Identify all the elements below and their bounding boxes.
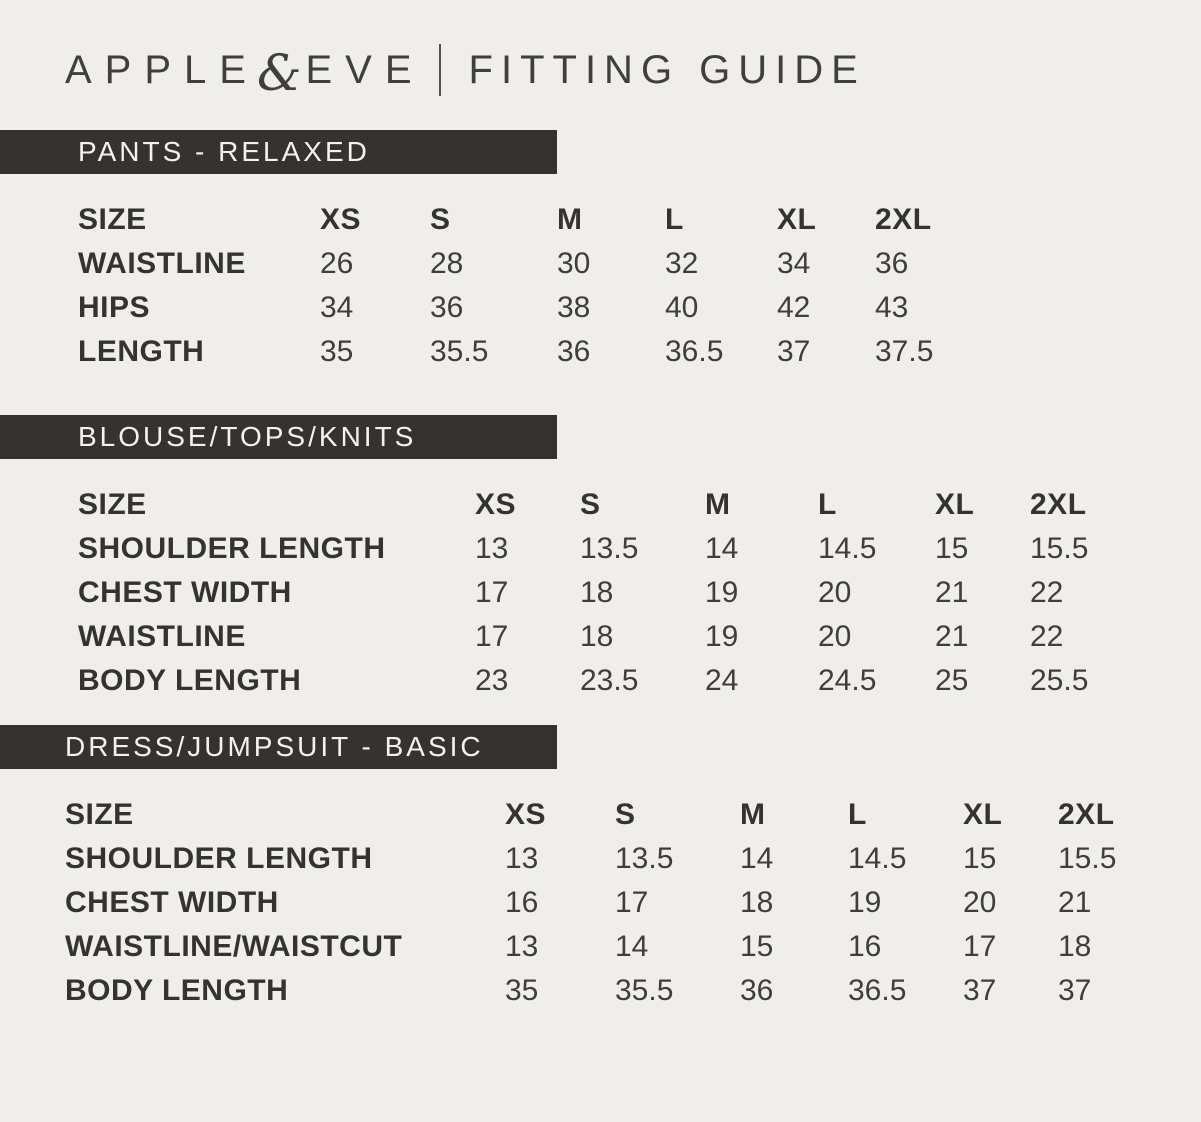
- measurement-value: 15: [935, 532, 969, 565]
- measurement-value: 19: [705, 620, 739, 653]
- measurement-value: 14: [705, 532, 739, 565]
- measurement-label: SHOULDER LENGTH: [78, 532, 386, 565]
- measurement-value: 18: [580, 620, 614, 653]
- section-blouse-tops-knits: [0, 415, 1201, 703]
- measurement-value: 13: [505, 842, 539, 875]
- measurement-value: 18: [740, 886, 774, 919]
- measurement-value: 17: [475, 620, 509, 653]
- measurement-row: [78, 527, 1150, 571]
- section-banner-label: BLOUSE/TOPS/KNITS: [78, 421, 417, 452]
- measurement-value: 13: [475, 532, 509, 565]
- measurement-value: 35: [320, 335, 354, 368]
- page-title: FITTING GUIDE: [468, 47, 866, 92]
- measurement-value: 15: [740, 930, 774, 963]
- measurement-value: 21: [1058, 886, 1092, 919]
- measurement-value: 35.5: [615, 974, 674, 1007]
- measurement-value: 13.5: [580, 532, 639, 565]
- measurement-row: [78, 330, 995, 374]
- size-column-header: L: [818, 488, 837, 521]
- measurement-value: 37: [963, 974, 997, 1007]
- size-column-header: 2XL: [875, 203, 932, 236]
- measurement-value: 37: [1058, 974, 1092, 1007]
- measurement-value: 19: [705, 576, 739, 609]
- measurement-value: 17: [475, 576, 509, 609]
- measurement-row: [65, 881, 1178, 925]
- measurement-row: [65, 969, 1178, 1013]
- size-column-header: 2XL: [1058, 798, 1115, 831]
- measurement-row: [78, 242, 995, 286]
- measurement-value: 22: [1030, 620, 1064, 653]
- measurement-value: 34: [320, 291, 354, 324]
- measurement-label: WAISTLINE/WAISTCUT: [65, 930, 403, 963]
- measurement-value: 13: [505, 930, 539, 963]
- measurement-value: 42: [777, 291, 811, 324]
- measurement-value: 23: [475, 664, 509, 697]
- measurement-row: [78, 571, 1150, 615]
- size-column-header: XL: [777, 203, 817, 236]
- measurement-value: 13.5: [615, 842, 674, 875]
- measurement-label: BODY LENGTH: [65, 974, 289, 1007]
- size-column-header: XS: [320, 203, 362, 236]
- measurement-value: 36: [557, 335, 591, 368]
- size-column-header: XL: [963, 798, 1003, 831]
- measurement-value: 36: [430, 291, 464, 324]
- measurement-value: 14: [615, 930, 649, 963]
- measurement-value: 21: [935, 576, 969, 609]
- measurement-value: 25.5: [1030, 664, 1089, 697]
- measurement-row: [78, 615, 1150, 659]
- measurement-label: BODY LENGTH: [78, 664, 302, 697]
- measurement-value: 38: [557, 291, 591, 324]
- measurement-value: 35: [505, 974, 539, 1007]
- brand-right: EVE: [305, 47, 425, 92]
- size-column-header: XL: [935, 488, 975, 521]
- measurement-label: HIPS: [78, 291, 151, 324]
- measurement-value: 17: [963, 930, 997, 963]
- measurement-value: 34: [777, 247, 811, 280]
- measurement-value: 20: [963, 886, 997, 919]
- size-column-header: M: [557, 203, 583, 236]
- size-column-header: S: [430, 203, 451, 236]
- size-column-header: 2XL: [1030, 488, 1087, 521]
- measurement-value: 32: [665, 247, 699, 280]
- measurement-value: 36: [875, 247, 909, 280]
- section-dress-jumpsuit: [0, 725, 1201, 1013]
- measurement-value: 35.5: [430, 335, 489, 368]
- size-column-header: XS: [475, 488, 517, 521]
- measurement-value: 36: [740, 974, 774, 1007]
- size-column-header: L: [665, 203, 684, 236]
- measurement-value: 18: [580, 576, 614, 609]
- measurement-value: 22: [1030, 576, 1064, 609]
- measurement-value: 19: [848, 886, 882, 919]
- measurement-label: CHEST WIDTH: [78, 576, 292, 609]
- size-column-header: M: [740, 798, 766, 831]
- size-header-row: [78, 198, 995, 242]
- measurement-value: 40: [665, 291, 699, 324]
- measurement-value: 36.5: [665, 335, 724, 368]
- header: [65, 42, 1201, 102]
- measurement-label: WAISTLINE: [78, 247, 246, 280]
- measurement-value: 37.5: [875, 335, 934, 368]
- measurement-label: WAISTLINE: [78, 620, 246, 653]
- size-header-row: [78, 483, 1150, 527]
- measurement-value: 15.5: [1030, 532, 1089, 565]
- size-column-header: S: [615, 798, 636, 831]
- brand-left: APPLE: [65, 47, 259, 92]
- measurement-value: 21: [935, 620, 969, 653]
- measurement-label: SHOULDER LENGTH: [65, 842, 373, 875]
- section-pants-relaxed: [0, 130, 1201, 374]
- measurement-value: 25: [935, 664, 969, 697]
- measurement-value: 37: [777, 335, 811, 368]
- size-column-header: L: [848, 798, 867, 831]
- size-label: SIZE: [65, 798, 134, 831]
- size-column-header: S: [580, 488, 601, 521]
- size-table-dress: [65, 793, 1178, 1013]
- brand-ampersand: &: [256, 44, 302, 102]
- measurement-value: 14.5: [818, 532, 877, 565]
- size-table-pants: [78, 198, 995, 374]
- measurement-value: 36.5: [848, 974, 907, 1007]
- measurement-value: 24: [705, 664, 739, 697]
- measurement-value: 28: [430, 247, 464, 280]
- measurement-value: 18: [1058, 930, 1092, 963]
- measurement-value: 30: [557, 247, 591, 280]
- measurement-row: [65, 837, 1178, 881]
- measurement-row: [78, 659, 1150, 703]
- size-label: SIZE: [78, 488, 147, 521]
- measurement-value: 14.5: [848, 842, 907, 875]
- section-banner-label: DRESS/JUMPSUIT - BASIC: [65, 731, 484, 762]
- measurement-row: [78, 286, 995, 330]
- size-table-blouse: [78, 483, 1150, 703]
- measurement-value: 15: [963, 842, 997, 875]
- size-column-header: M: [705, 488, 731, 521]
- size-header-row: [65, 793, 1178, 837]
- measurement-value: 14: [740, 842, 774, 875]
- section-banner: [0, 130, 557, 174]
- fitting-guide-page: [0, 42, 1201, 1013]
- measurement-value: 15.5: [1058, 842, 1117, 875]
- measurement-value: 16: [505, 886, 539, 919]
- section-banner: [0, 415, 557, 459]
- measurement-row: [65, 925, 1178, 969]
- measurement-value: 23.5: [580, 664, 639, 697]
- measurement-value: 26: [320, 247, 354, 280]
- measurement-value: 20: [818, 576, 852, 609]
- size-column-header: XS: [505, 798, 547, 831]
- measurement-value: 43: [875, 291, 909, 324]
- size-label: SIZE: [78, 203, 147, 236]
- measurement-value: 24.5: [818, 664, 877, 697]
- measurement-value: 16: [848, 930, 882, 963]
- brand-logo: [65, 41, 425, 102]
- measurement-label: LENGTH: [78, 335, 205, 368]
- measurement-value: 20: [818, 620, 852, 653]
- section-banner: [0, 725, 557, 769]
- section-banner-label: PANTS - RELAXED: [78, 136, 370, 167]
- header-divider: [439, 44, 441, 96]
- measurement-value: 17: [615, 886, 649, 919]
- measurement-label: CHEST WIDTH: [65, 886, 279, 919]
